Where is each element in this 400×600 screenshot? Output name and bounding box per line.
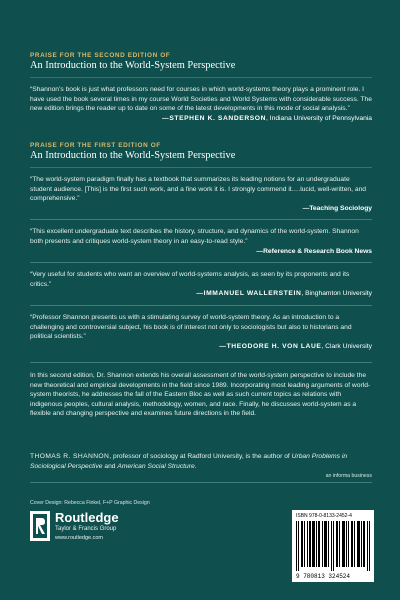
isbn-text: ISBN 978-0-8133-2452-4 bbox=[296, 513, 352, 519]
author-name: THOMAS R. SHANNON bbox=[30, 453, 110, 460]
quote-sanderson: “Shannon’s book is just what professors need for courses in which world-systems theory plays a prominent role. I have used the book several times in my course World Societies and World Systems with considerable success. The new edition brings the reader up to date on some of the latest developments in this mode of social analysis.” bbox=[30, 86, 372, 113]
quote-teaching-sociology: “The world-system paradigm finally has a textbook that summarizes its leading notions for an undergraduate student audience. [This] is the first such work, and a fine work it is. I strongly commend it….lucid, well-written, and comprehensive.” bbox=[30, 176, 367, 203]
attribution-name: —THEODORE H. VON LAUE bbox=[219, 342, 322, 350]
praise-second-section bbox=[30, 52, 372, 123]
attribution-name: —IMMANUEL WALLERSTEIN bbox=[196, 290, 302, 298]
publisher-url: www.routledge.com bbox=[55, 535, 103, 541]
attribution-teaching-sociology bbox=[30, 204, 372, 214]
quote-divider bbox=[30, 305, 372, 306]
quote-divider bbox=[30, 262, 372, 263]
description-text: In this second edition, Dr. Shannon extends his overall assessment of the world-system perspective to include the new theoretical and empirical developments in the field since 1989. Incorporating most leading arguments of world-system theorists, he addresses the fall of the Eastern Bloc as well as such current topics as relations with indigenous peoples, cultural analysis, methodology, women, and race. Finally, he discusses world-system as a flexible and changing perspective and examines future directions in the field. bbox=[30, 372, 371, 418]
author-book-1: Urban Problems in Sociological Perspective bbox=[30, 453, 348, 470]
routledge-logo-icon bbox=[30, 511, 50, 541]
description-section bbox=[30, 362, 372, 419]
praise-first-heading: PRAISE FOR THE FIRST EDITION OF bbox=[30, 142, 161, 149]
author-book-2: American Social Structure bbox=[117, 462, 195, 470]
attribution-name: —Reference & Research Book News bbox=[256, 247, 372, 255]
cover-design-credit: Cover Design: Rebecca Finkel, F+P Graphic Design bbox=[30, 500, 150, 506]
publisher-block bbox=[30, 510, 210, 546]
bottom-divider bbox=[30, 482, 372, 483]
praise-first-section bbox=[30, 142, 372, 351]
praise-second-heading: PRAISE FOR THE SECOND EDITION OF bbox=[30, 52, 171, 59]
quote-divider bbox=[30, 219, 372, 220]
quote-von-laue: “Professor Shannon presents us with a stimulating survey of world-system theory. As an introduction to a challenging and controversial subject, his book is of interest not only to sociologists but also to historians and political scientists.” bbox=[30, 313, 352, 341]
attribution-name: —STEPHEN K. SANDERSON bbox=[162, 114, 267, 122]
praise-first-title: An Introduction to the World-System Perspective bbox=[30, 150, 236, 161]
quote-wallerstein: “Very useful for students who want an overview of world-systems analysis, as seen by its proponents and its critics.” bbox=[30, 271, 350, 288]
author-bio-section bbox=[30, 452, 372, 483]
praise-second-title: An Introduction to the World-System Perspective bbox=[30, 60, 236, 71]
author-bio bbox=[30, 452, 372, 471]
section-divider bbox=[30, 362, 372, 363]
barcode-number: 9 780813 324524 bbox=[296, 573, 351, 580]
attribution-sanderson bbox=[30, 114, 372, 124]
attribution-affiliation: , Indiana University of Pennsylvania bbox=[266, 114, 372, 122]
attribution-reference-research bbox=[30, 247, 372, 257]
attribution-affiliation: , Binghamton University bbox=[301, 290, 372, 298]
publisher-group: Taylor & Francis Group bbox=[55, 526, 117, 532]
author-bio-and: and bbox=[102, 462, 118, 470]
publisher-name: Routledge bbox=[55, 510, 119, 525]
author-bio-text: , professor of sociology at Radford University, is the author of bbox=[109, 453, 292, 460]
praise-second-rule bbox=[30, 77, 372, 78]
attribution-name: —Teaching Sociology bbox=[302, 204, 372, 212]
informa-label: an informa business bbox=[325, 473, 372, 480]
attribution-von-laue bbox=[30, 342, 372, 352]
praise-first-rule bbox=[30, 167, 372, 168]
barcode bbox=[292, 510, 374, 582]
quote-reference-research: “This excellent undergraduate text describes the history, structure, and dynamics of the world-system. Shannon both presents and critiques world-system theory in an easy-to-read style.” bbox=[30, 228, 359, 245]
author-bio-end: . bbox=[194, 462, 197, 470]
attribution-affiliation: , Clark University bbox=[321, 342, 372, 350]
barcode-bars-icon bbox=[296, 521, 370, 571]
attribution-wallerstein bbox=[30, 289, 372, 299]
